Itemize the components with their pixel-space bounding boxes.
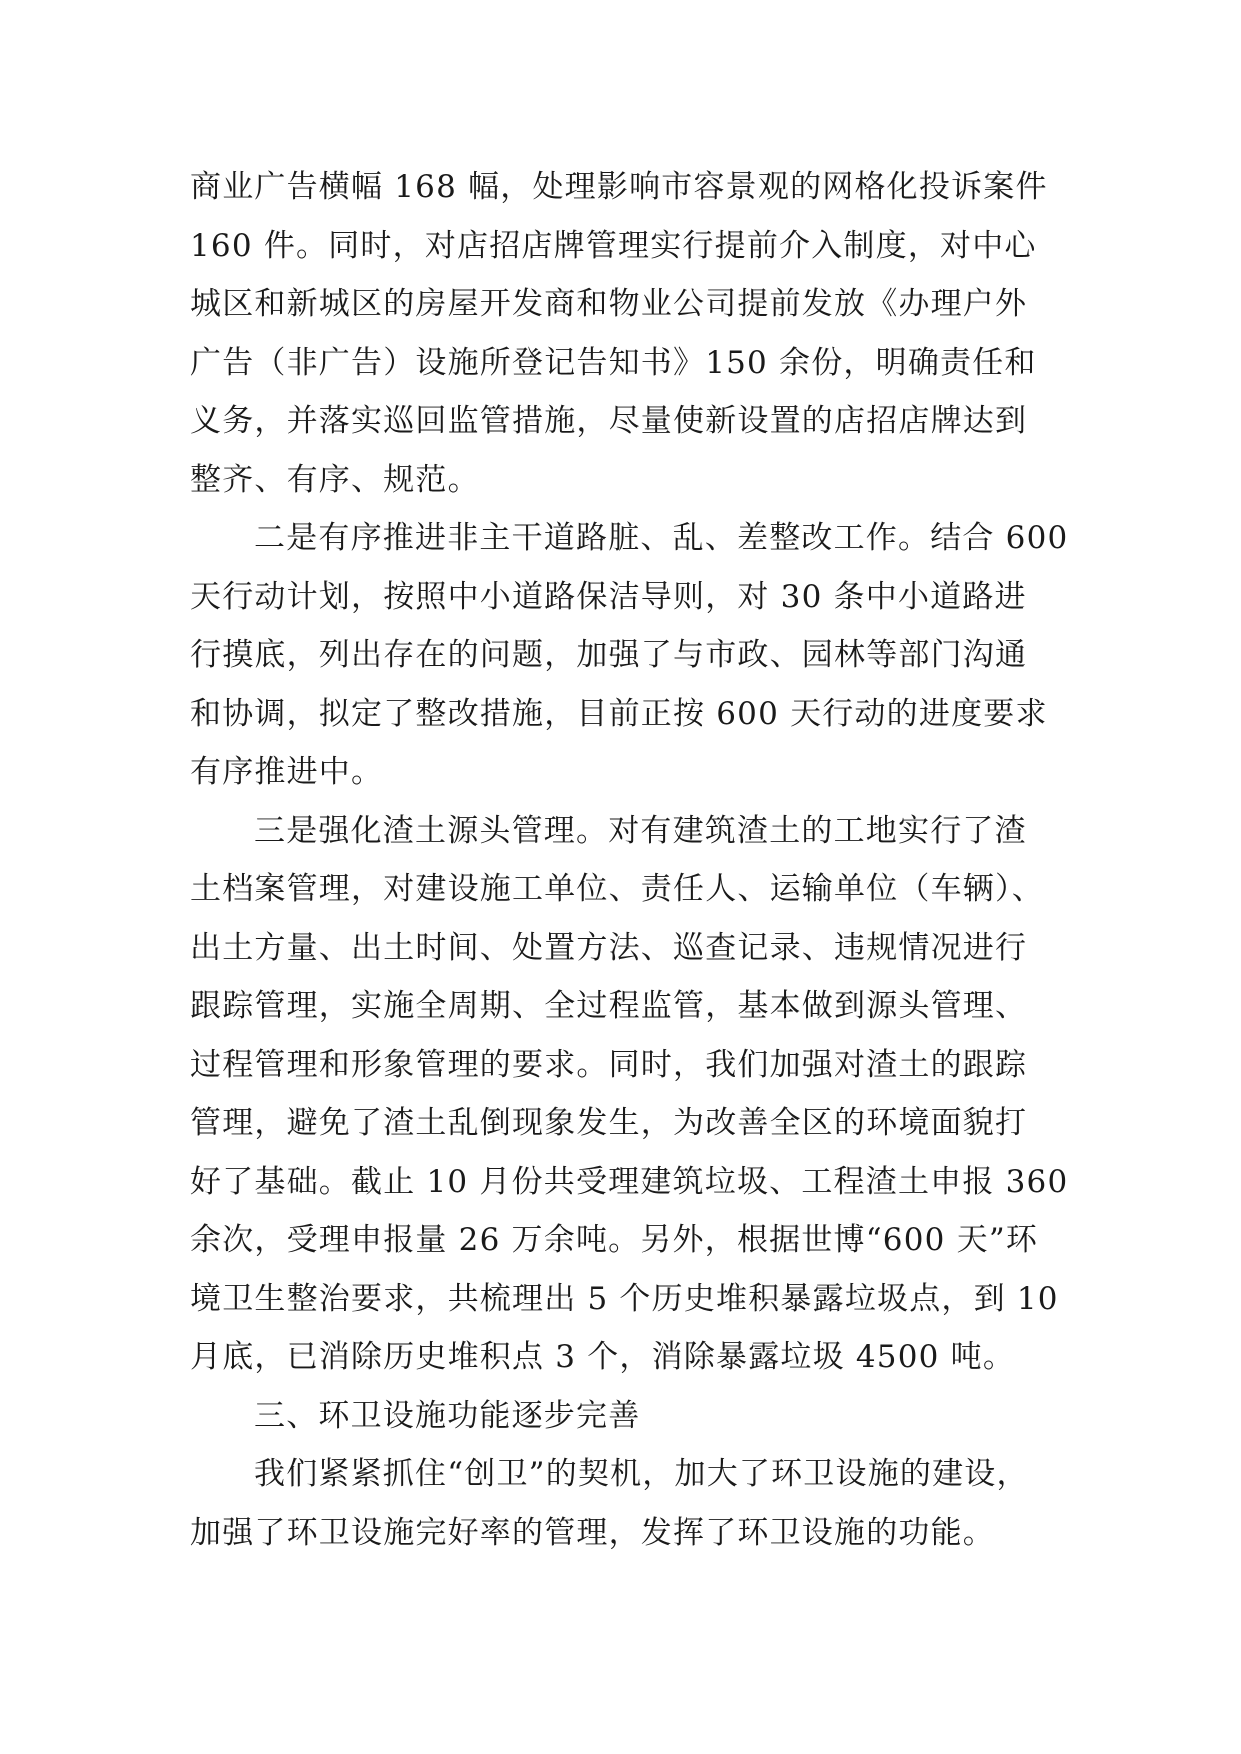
text-line: 管理，避免了渣土乱倒现象发生，为改善全区的环境面貌打 [190,1105,1028,1141]
text-line: 跟踪管理，实施全周期、全过程监管，基本做到源头管理、 [190,988,1028,1024]
text-line: 整齐、有序、规范。 [190,461,480,498]
text-line: 加强了环卫设施完好率的管理，发挥了环卫设施的功能。 [190,1514,995,1551]
text-line: 过程管理和形象管理的要求。同时，我们加强对渣土的跟踪 [190,1046,1028,1083]
text-line: 行摸底，列出存在的问题，加强了与市政、园林等部门沟通 [190,637,1028,673]
text-line: 好了基础。截止 10 月份共受理建筑垃圾、工程渣土申报 360 [190,1163,1069,1200]
text-line: 广告（非广告）设施所登记告知书》150 余份，明确责任和 [190,344,1037,381]
section-heading: 三、环卫设施功能逐步完善 [254,1397,641,1434]
text-line: 出土方量、出土时间、处置方法、巡查记录、违规情况进行 [190,929,1028,966]
text-line: 天行动计划，按照中小道路保洁导则，对 30 条中小道路进 [190,578,1027,615]
text-line: 义务，并落实巡回监管措施，尽量使新设置的店招店牌达到 [190,403,1028,439]
text-line: 和协调，拟定了整改措施，目前正按 600 天行动的进度要求 [190,695,1048,732]
paragraph-start-line: 三是强化渣土源头管理。对有建筑渣土的工地实行了渣 [254,812,1027,849]
text-line: 土档案管理，对建设施工单位、责任人、运输单位（车辆）、 [190,871,1044,907]
text-line: 境卫生整治要求，共梳理出 5 个历史堆积暴露垃圾点，到 10 [190,1280,1059,1317]
text-line: 城区和新城区的房屋开发商和物业公司提前发放《办理户外 [190,286,1028,322]
paragraph-start-line: 我们紧紧抓住“创卫”的契机，加大了环卫设施的建设， [254,1456,1029,1492]
paragraph-start-line: 二是有序推进非主干道路脏、乱、差整改工作。结合 600 [254,520,1069,556]
text-line: 160 件。同时，对店招店牌管理实行提前介入制度，对中心 [190,227,1037,264]
text-line: 余次，受理申报量 26 万余吨。另外，根据世博“600 天”环 [190,1222,1039,1258]
text-line: 有序推进中。 [190,754,384,790]
body-text [190,158,1069,1562]
text-line: 月底，已消除历史堆积点 3 个，消除暴露垃圾 4500 吨。 [190,1339,1016,1375]
text-line: 商业广告横幅 168 幅，处理影响市容景观的网格化投诉案件 [190,169,1048,205]
